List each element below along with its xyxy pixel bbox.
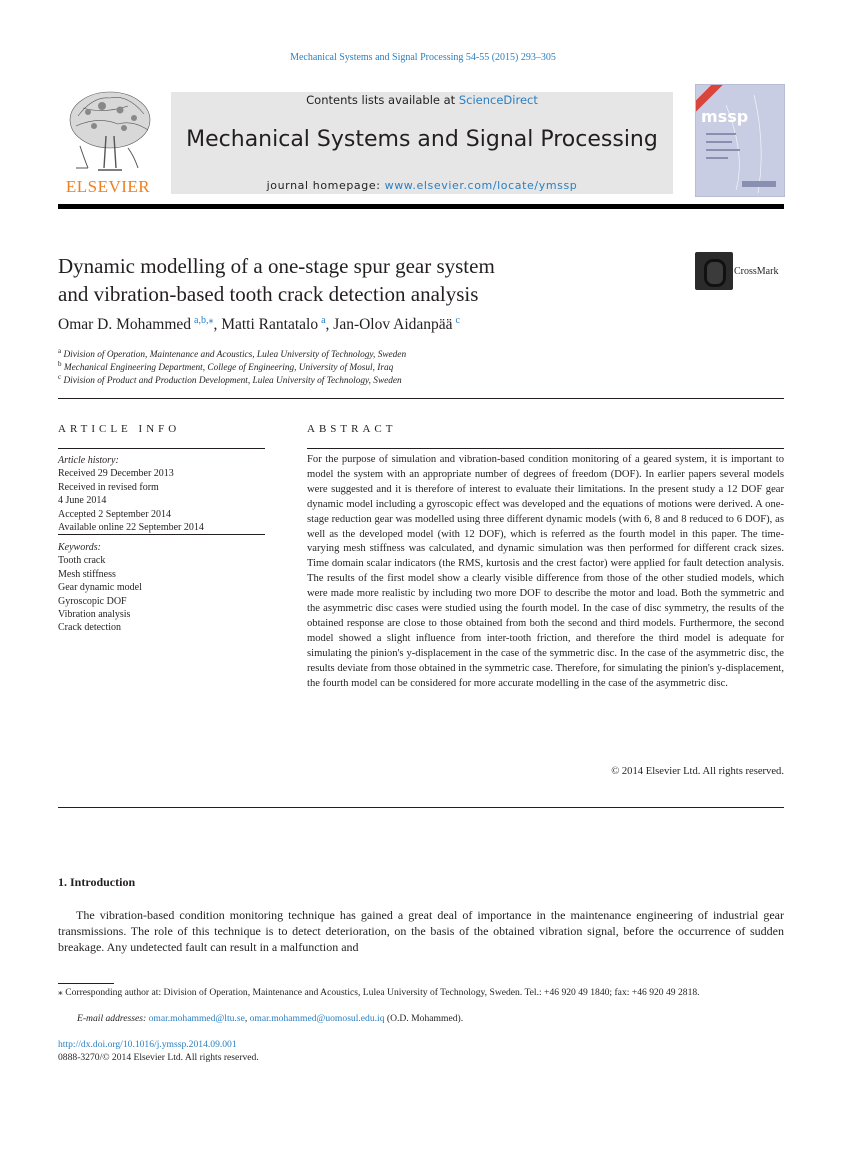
journal-cover-thumbnail[interactable]: [695, 84, 785, 197]
sciencedirect-link[interactable]: ScienceDirect: [458, 93, 538, 107]
author-separator: ,: [213, 316, 222, 334]
author-affiliation-marker[interactable]: c: [455, 315, 460, 326]
keyword: Crack detection: [58, 622, 122, 634]
email-addresses: [77, 1013, 463, 1024]
homepage-line: [171, 179, 673, 192]
homepage-prefix: journal homepage:: [266, 179, 385, 192]
email-label: E-mail addresses:: [77, 1013, 149, 1024]
history-entry: Accepted 2 September 2014: [58, 508, 172, 520]
journal-citation-link[interactable]: Mechanical Systems and Signal Processing 54-55 (2015) 293–305: [290, 52, 556, 63]
journal-title: Mechanical Systems and Signal Processing: [186, 127, 658, 152]
author-list: [58, 315, 460, 334]
history-entry: 4 June 2014: [58, 495, 107, 507]
introduction-paragraph: The vibration-based condition monitoring technique has gained a great deal of importance in the maintenance engineering of industrial gear transmissions. The role of this technique is to detect deterioration, on the basis of the obtained vibration signal, before the occurrence of sudden breakage. Any undetected fault can result in a malfunction and: [58, 908, 784, 955]
contents-prefix: Contents lists available at: [306, 93, 459, 107]
abstract-heading: ABSTRACT: [307, 423, 397, 435]
history-entry: Received 29 December 2013: [58, 468, 174, 480]
history-entry: Available online 22 September 2014: [58, 522, 204, 534]
author-name[interactable]: Matti Rantatalo: [221, 316, 319, 334]
title-block-divider: [58, 398, 784, 399]
email-link-uomosul[interactable]: omar.mohammed@uomosul.edu.iq: [249, 1013, 385, 1024]
email-suffix: (O.D. Mohammed).: [384, 1013, 464, 1024]
keyword: Gear dynamic model: [58, 582, 142, 594]
author-name[interactable]: Omar D. Mohammed: [58, 316, 192, 334]
author-affiliation-marker[interactable]: a,b,⁎: [194, 315, 214, 326]
keyword: Gyroscopic DOF: [58, 595, 127, 607]
article-title: [58, 252, 658, 308]
section-heading-introduction: 1. Introduction: [58, 875, 136, 889]
abstract-rule: [307, 448, 784, 449]
copyright-notice: © 2014 Elsevier Ltd. All rights reserved.: [611, 766, 784, 777]
email-link-ltu[interactable]: omar.mohammed@ltu.se: [148, 1013, 245, 1024]
keywords-rule: [58, 534, 265, 535]
article-title-line-2: and vibration-based tooth crack detection analysis: [58, 282, 479, 306]
affiliation-c: $^c$ Division of Product and Production Development, Lulea University of Technology, Sweden: [58, 373, 402, 387]
article-info-heading: ARTICLE INFO: [58, 423, 181, 435]
crossmark-label[interactable]: CrossMark: [734, 266, 779, 277]
header-divider: [58, 204, 784, 209]
article-info-rule: [58, 448, 265, 449]
article-title-line-1: Dynamic modelling of a one-stage spur gear system: [58, 254, 495, 278]
keywords: [58, 541, 142, 635]
affiliation-a: $^a$ Division of Operation, Maintenance and Acoustics, Lulea University of Technology, Sweden: [58, 347, 407, 361]
abstract-text: For the purpose of simulation and vibration-based condition monitoring of a geared system, it is important to model the system with an appropriate number of degrees of freedom (DOF). In earlier papers several models were suggested and it is therefore of interest to evaluate their limitations. In the present study a 12 DOF gear dynamic model including a gyroscopic effect was developed and the equations of motions were derived. A one-stage reduction gear was modelled using three different dynamic models (with 6, 8 and 8 reduced to 6 DOF), as well as the developed model (with 12 DOF), which is referred as the fourth model in this paper. The time-varying mesh stiffness was calculated, and dynamic simulation was then performed for different crack sizes. Time domain scalar indicators (the RMS, kurtosis and the crest factor) were applied for fault detection analysis. The results of the first model show a clearly visible difference from those of the other studied models, which were made more realistic by including two more DOF to describe the motor and load. Both the symmetric and the asymmetric disc cases were studied using the fourth model. In the case of disc symmetry, the results of the obtained response are close to those obtained from both the second and third models. Furthermore, the second model showed a slight influence from inter-tooth friction, and therefore the third model is adequate for simulating the pinion's y-displacement in the case of the symmetric disc. In the case of the asymmetric disc, the results deviate from those obtained in the symmetric case. Therefore, for simulating the pinion's y-displacement, the fourth model can be considered for more accurate modelling in the case of the asymmetric disc.: [307, 454, 784, 689]
keyword: Vibration analysis: [58, 609, 131, 621]
cover-title: mssp: [701, 107, 749, 126]
footnote-rule: [58, 983, 114, 984]
doi-link[interactable]: http://dx.doi.org/10.1016/j.ymssp.2014.09.001: [58, 1039, 237, 1050]
keyword: Mesh stiffness: [58, 568, 116, 580]
elsevier-wordmark: ELSEVIER: [65, 177, 151, 196]
author-name[interactable]: Jan-Olov Aidanpää: [333, 316, 453, 334]
history-label: Article history:: [58, 455, 119, 466]
abstract-divider: [58, 807, 784, 808]
email-separator: ,: [244, 1013, 250, 1024]
keyword: Tooth crack: [58, 555, 106, 567]
contents-line: [171, 93, 673, 107]
affiliation-b: $^b$ Mechanical Engineering Department, College of Engineering, University of Mosul, Iraq: [58, 360, 394, 374]
keywords-label: Keywords:: [58, 542, 101, 553]
history-entry: Received in revised form: [58, 481, 159, 493]
journal-homepage-link[interactable]: www.elsevier.com/locate/ymssp: [384, 179, 578, 192]
corresponding-author-note: ⁎ Corresponding author at: Division of Operation, Maintenance and Acoustics, Lulea University of Technology, Sweden. Tel.: +46 920 49 1840; fax: +46 920 49 2818.: [58, 987, 700, 998]
author-affiliation-marker[interactable]: a: [321, 315, 326, 326]
author-separator: ,: [325, 316, 334, 334]
crossmark-icon[interactable]: [695, 252, 733, 290]
issn-copyright: 0888-3270/© 2014 Elsevier Ltd. All rights reserved.: [58, 1052, 259, 1063]
article-history: [58, 454, 204, 534]
